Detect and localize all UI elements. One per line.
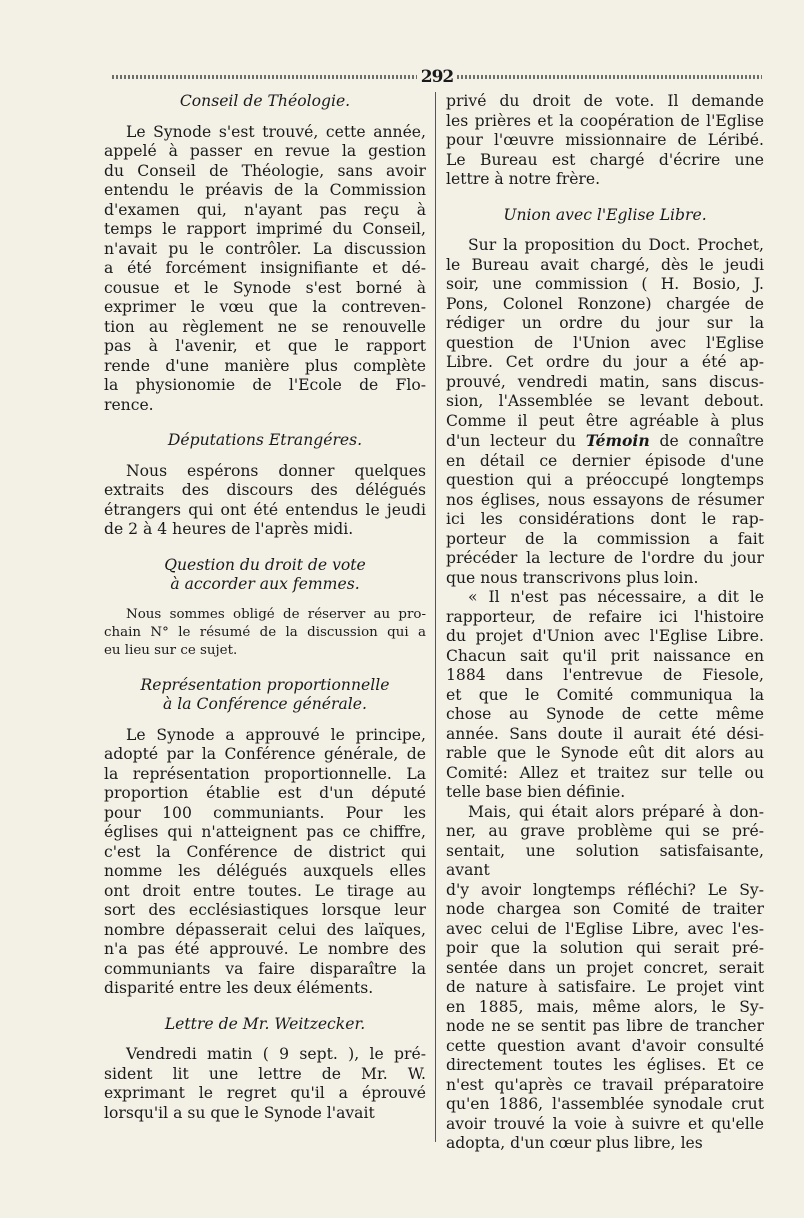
- heading-droit-de-vote-1: Question du droit de vote: [164, 555, 366, 574]
- line-text: églises qui n'atteignent pas ce chiffre,: [104, 823, 426, 841]
- decorative-rule-left: [112, 75, 417, 79]
- text-line: [104, 765, 426, 785]
- text-line: [446, 373, 764, 393]
- text-line: [446, 170, 764, 190]
- line-text: avec celui de l'Eglise Libre, avec l'es-: [446, 919, 764, 938]
- line-text: adopta, d'un cœur plus libre, les: [446, 1134, 703, 1152]
- line-text: Libre. Cet ordre du jour a été ap-: [446, 353, 764, 371]
- line-text: node ne se sentit pas libre de trancher: [446, 1017, 764, 1035]
- text-line: [446, 939, 764, 959]
- text-line: [104, 181, 426, 201]
- line-text: communiants va faire disparaître la: [104, 959, 426, 978]
- line-text: nos églises, nous essayons de résumer: [446, 490, 764, 509]
- text-line: [446, 236, 764, 256]
- left-column: [104, 92, 426, 1123]
- text-line: [104, 298, 426, 318]
- text-line: [446, 1056, 764, 1076]
- line-text: du Conseil de Théologie, sans avoir: [104, 161, 426, 180]
- text-line: [446, 412, 764, 432]
- line-text: adopté par la Conférence générale, de: [104, 745, 426, 763]
- line-text: temps le rapport imprimé du Conseil,: [104, 220, 426, 238]
- line-text: privé du droit de vote. Il demande: [446, 92, 764, 110]
- line-text: node chargea son Comité de traiter: [446, 900, 764, 918]
- paragraph-weitzecker: [104, 1045, 426, 1123]
- newspaper-title: Témoin: [585, 431, 650, 450]
- text-line: [104, 142, 426, 162]
- text-line: [446, 569, 764, 589]
- line-text: sident lit une lettre de Mr. W.: [104, 1064, 426, 1083]
- text-line: [446, 686, 764, 706]
- line-text: n'est qu'après ce travail préparatoire: [446, 1075, 764, 1094]
- line-text: la représentation proportionnelle. La: [104, 764, 426, 783]
- paragraph-representation: [104, 726, 426, 999]
- text-line: [104, 745, 426, 765]
- paragraph-deputations: [104, 462, 426, 540]
- line-text: de nature à satisfaire. Le projet vint: [446, 978, 764, 996]
- heading-deputations: Députations Etrangéres.: [167, 431, 363, 449]
- paragraph-conseil: [104, 123, 426, 416]
- heading-union: Union avec l'Eglise Libre.: [503, 205, 707, 224]
- text-line: [446, 314, 764, 334]
- text-line: [446, 471, 764, 491]
- line-text: avoir trouvé la voie à suivre et qu'elle: [446, 1114, 764, 1133]
- text-line: [446, 803, 764, 823]
- text-line: [446, 92, 764, 112]
- line-text: Vendredi matin ( 9 sept. ), le pré-: [126, 1045, 426, 1063]
- line-text: Le Synode a approuvé le principe,: [126, 725, 426, 744]
- text-line: [104, 1084, 426, 1104]
- text-line: [104, 862, 426, 882]
- text-line: [446, 705, 764, 725]
- line-text: Nous sommes obligé de réserver au pro-: [126, 606, 426, 622]
- text-line: [104, 501, 426, 521]
- line-text: pour 100 communiants. Pour les: [104, 803, 426, 822]
- text-line: [104, 240, 426, 260]
- line-text: ici les considérations dont le rap-: [446, 510, 764, 528]
- text-line: [446, 1076, 764, 1096]
- paragraph-union-1: [446, 236, 764, 588]
- heading-droit-de-vote-2: à accorder aux femmes.: [170, 575, 360, 593]
- text-line: [446, 530, 764, 550]
- line-text: rable que le Synode eût dit alors au: [446, 744, 764, 762]
- text-line: [446, 998, 764, 1018]
- right-column: [446, 92, 764, 1154]
- text-line: [104, 624, 426, 642]
- line-text: appelé à passer en revue la gestion: [104, 142, 426, 160]
- line-text: eu lieu sur ce sujet.: [104, 642, 238, 658]
- text-line: [446, 491, 764, 511]
- line-text: qu'en 1886, l'assemblée synodale crut: [446, 1095, 764, 1113]
- line-text: lettre à notre frère.: [446, 170, 601, 188]
- paragraph-continuation: [446, 92, 764, 190]
- text-line: [446, 549, 764, 569]
- line-text: lorsqu'il a su que le Synode l'avait: [104, 1103, 375, 1122]
- line-text: Mais, qui était alors préparé à don-: [468, 802, 764, 821]
- text-line: [104, 396, 426, 416]
- line-text: Sur la proposition du Doct. Prochet,: [468, 236, 764, 254]
- text-line: [104, 979, 426, 999]
- text-line: [446, 510, 764, 530]
- text-line: [446, 900, 764, 920]
- text-line: [104, 481, 426, 501]
- line-text: Pons, Colonel Ronzone) chargée de: [446, 294, 764, 313]
- line-text: prouvé, vendredi matin, sans discus-: [446, 372, 764, 391]
- heading-conseil: Conseil de Théologie.: [179, 92, 351, 110]
- text-line: [104, 1065, 426, 1085]
- text-line: [446, 744, 764, 764]
- line-text: sentée dans un projet concret, serait: [446, 958, 764, 977]
- line-text: et que le Comité communiqua la: [446, 685, 764, 704]
- text-line: [446, 431, 764, 452]
- text-line: [104, 642, 426, 660]
- text-line: [104, 1045, 426, 1065]
- text-line: [446, 1037, 764, 1057]
- line-text: de connaître: [659, 432, 764, 450]
- line-text: disparité entre les deux éléments.: [104, 979, 374, 997]
- line-text: a été forcément insignifiante et dé-: [104, 259, 426, 277]
- text-line: [446, 920, 764, 940]
- paragraph-union-2: [446, 588, 764, 803]
- line-text: directement toutes les églises. Et ce: [446, 1056, 764, 1074]
- decorative-rule-right: [457, 75, 762, 79]
- line-text: le Bureau avait chargé, dès le jeudi: [446, 255, 764, 274]
- text-line: [446, 842, 764, 881]
- line-text: n'avait pu le contrôler. La discussion: [104, 239, 426, 258]
- line-text: sentait, une solution satisfaisante, avant: [446, 841, 764, 879]
- line-text: cette question avant d'avoir consulté: [446, 1036, 764, 1055]
- text-line: [104, 279, 426, 299]
- text-line: [446, 725, 764, 745]
- text-line: [446, 1134, 764, 1154]
- heading-representation-2: à la Conférence générale.: [163, 695, 367, 713]
- line-text: en détail ce dernier épisode d'une: [446, 451, 764, 470]
- line-text: rapporteur, de refaire ici l'histoire: [446, 607, 764, 626]
- text-line: [104, 823, 426, 843]
- line-text: c'est la Conférence de district qui: [104, 842, 426, 861]
- line-text: rédiger un ordre du jour sur la: [446, 314, 764, 332]
- text-line: [104, 726, 426, 746]
- line-text: ner, au grave problème qui se pré-: [446, 822, 764, 840]
- text-line: [446, 764, 764, 784]
- line-text: sort des ecclésiastiques lorsque leur: [104, 901, 426, 919]
- line-text: 1884 dans l'entrevue de Fiesole,: [446, 666, 764, 684]
- text-line: [104, 162, 426, 182]
- text-line: [446, 881, 764, 901]
- line-text: porteur de la commission a fait: [446, 529, 764, 548]
- line-text: la physionomie de l'Ecole de Flo-: [104, 376, 426, 394]
- text-line: [446, 666, 764, 686]
- text-line: [446, 131, 764, 151]
- page-header: [112, 67, 762, 87]
- text-line: [446, 151, 764, 171]
- text-line: [446, 392, 764, 412]
- paragraph-union-3: [446, 803, 764, 1154]
- text-line: [446, 822, 764, 842]
- text-line: [446, 588, 764, 608]
- text-line: [104, 520, 426, 540]
- text-line: [104, 259, 426, 279]
- line-text: ont droit entre toutes. Le tirage au: [104, 881, 426, 900]
- line-text: en 1885, mais, même alors, le Sy-: [446, 997, 764, 1016]
- line-text: d'un lecteur du: [446, 432, 576, 450]
- text-line: [446, 959, 764, 979]
- text-line: [104, 318, 426, 338]
- text-line: [104, 357, 426, 377]
- line-text: du projet d'Union avec l'Eglise Libre.: [446, 627, 764, 645]
- line-text: « Il n'est pas nécessaire, a dit le: [468, 588, 764, 606]
- line-text: précéder la lecture de l'ordre du jour: [446, 549, 764, 567]
- line-text: d'examen qui, n'ayant pas reçu à: [104, 200, 426, 219]
- text-line: [104, 843, 426, 863]
- text-line: [104, 201, 426, 221]
- line-text: Le Synode s'est trouvé, cette année,: [126, 122, 426, 141]
- text-line: [446, 256, 764, 276]
- text-line: [446, 295, 764, 315]
- line-text: cousue et le Synode s'est borné à: [104, 278, 426, 297]
- text-line: [104, 784, 426, 804]
- text-line: [446, 978, 764, 998]
- line-text: question qui a préoccupé longtemps: [446, 471, 764, 489]
- line-text: Chacun sait qu'il prit naissance en: [446, 646, 764, 665]
- line-text: proportion établie est d'un député: [104, 784, 426, 802]
- text-line: [446, 1095, 764, 1115]
- line-text: entendu le préavis de la Commission: [104, 181, 426, 199]
- text-line: [446, 353, 764, 373]
- text-line: [104, 123, 426, 143]
- text-line: [446, 452, 764, 472]
- text-line: [104, 606, 426, 624]
- text-line: [446, 334, 764, 354]
- line-text: n'a pas été approuvé. Le nombre des: [104, 940, 426, 958]
- line-text: que nous transcrivons plus loin.: [446, 568, 699, 587]
- text-line: [446, 112, 764, 132]
- text-line: [446, 783, 764, 803]
- text-line: [446, 627, 764, 647]
- line-text: Comité: Allez et traitez sur telle ou: [446, 763, 764, 782]
- text-line: [104, 376, 426, 396]
- line-text: Nous espérons donner quelques: [126, 461, 426, 480]
- line-text: chain N° le résumé de la discussion qui a: [104, 624, 426, 640]
- line-text: d'y avoir longtemps réfléchi? Le Sy-: [446, 880, 764, 899]
- line-text: exprimant le regret qu'il a éprouvé: [104, 1084, 426, 1102]
- line-text: sion, l'Assemblée se levant debout.: [446, 392, 764, 410]
- text-line: [104, 1104, 426, 1124]
- line-text: pour l'œuvre missionnaire de Léribé.: [446, 131, 764, 149]
- text-line: [104, 940, 426, 960]
- text-line: [104, 337, 426, 357]
- line-text: exprimer le vœu que la contreven-: [104, 298, 426, 316]
- line-text: année. Sans doute il aurait été dési-: [446, 724, 764, 743]
- text-line: [104, 804, 426, 824]
- paragraph-droit-de-vote: [104, 606, 426, 660]
- line-text: pas à l'avenir, et que le rapport: [104, 337, 426, 355]
- text-line: [104, 462, 426, 482]
- line-text: tion au règlement ne se renouvelle: [104, 317, 426, 336]
- line-text: telle base bien définie.: [446, 783, 626, 801]
- line-text: Comme il peut être agréable à plus: [446, 411, 764, 430]
- line-text: les prières et la coopération de l'Eglise: [446, 111, 764, 130]
- text-line: [446, 275, 764, 295]
- line-text: extraits des discours des délégués: [104, 481, 426, 499]
- line-text: rende d'une manière plus complète: [104, 356, 426, 375]
- line-text: étrangers qui ont été entendus le jeudi: [104, 500, 426, 519]
- text-line: [446, 647, 764, 667]
- heading-weitzecker: Lettre de Mr. Weitzecker.: [164, 1014, 366, 1033]
- line-text: question de l'Union avec l'Eglise: [446, 333, 764, 352]
- text-line: [104, 220, 426, 240]
- line-text: poir que la solution qui serait pré-: [446, 939, 764, 957]
- text-line: [446, 1017, 764, 1037]
- line-text: rence.: [104, 395, 154, 414]
- text-line: [104, 921, 426, 941]
- line-text: nomme les délégués auxquels elles: [104, 862, 426, 880]
- line-text: soir, une commission ( H. Bosio, J.: [446, 275, 764, 293]
- line-text: nombre dépasserait celui des laïques,: [104, 920, 426, 939]
- heading-representation-1: Représentation proportionnelle: [140, 675, 390, 694]
- line-text: de 2 à 4 heures de l'après midi.: [104, 520, 354, 538]
- text-line: [104, 882, 426, 902]
- text-line: [104, 901, 426, 921]
- line-text: chose au Synode de cette même: [446, 705, 764, 723]
- text-line: [446, 608, 764, 628]
- text-line: [446, 1115, 764, 1135]
- page-number: 292: [420, 67, 454, 87]
- line-text: Le Bureau est chargé d'écrire une: [446, 150, 764, 169]
- text-line: [104, 960, 426, 980]
- column-divider: [435, 92, 436, 1142]
